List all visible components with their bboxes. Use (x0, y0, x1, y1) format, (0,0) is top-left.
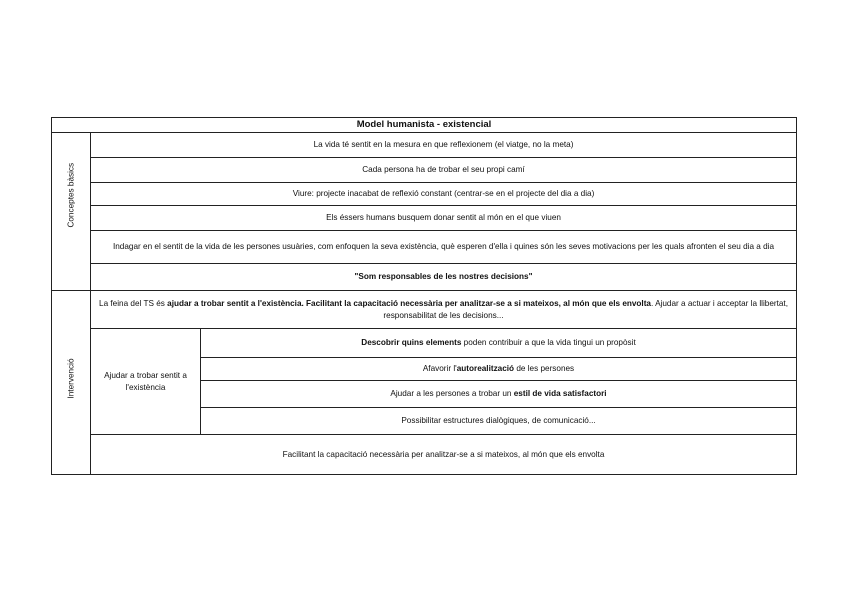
concept-row-quote: "Som responsables de les nostres decisions" (91, 264, 797, 291)
ajudar-label: Ajudar a trobar sentit a l'existència (91, 329, 201, 435)
intervencio-item: Afavorir l'autorealització de les persones (201, 358, 797, 381)
intervencio-intro: La feina del TS és ajudar a trobar sentit a l'existència. Facilitant la capacitació necessària per analitzar-se a si mateixos, al món que els envolta. Ajudar a actuar i acceptar la llibertat, responsabilitat de les decisions... (91, 291, 797, 329)
conceptes-basics-label: Conceptes bàsics (52, 133, 91, 291)
intervencio-item: Possibilitar estructures dialògiques, de comunicació... (201, 408, 797, 435)
concept-row: Indagar en el sentit de la vida de les persones usuàries, com enfoquen la seva existència, què esperen d'ella i quines són les seves motivacions per les quals afronten el seu dia a dia (91, 231, 797, 264)
concept-row: Viure: projecte inacabat de reflexió constant (centrar-se en el projecte del dia a dia) (91, 183, 797, 206)
intervencio-item: Descobrir quins elements poden contribuir a que la vida tingui un propòsit (201, 329, 797, 358)
intervencio-item: Ajudar a les persones a trobar un estil de vida satisfactori (201, 381, 797, 408)
intervencio-label: Intervenció (52, 291, 91, 475)
table-title: Model humanista - existencial (52, 118, 797, 133)
concept-row: Cada persona ha de trobar el seu propi camí (91, 158, 797, 183)
concept-row: La vida té sentit en la mesura en que reflexionem (el viatge, no la meta) (91, 133, 797, 158)
concept-row: Els éssers humans busquem donar sentit al món en el que viuen (91, 206, 797, 231)
intervencio-footer: Facilitant la capacitació necessària per analitzar-se a si mateixos, al món que els envolta (91, 435, 797, 475)
model-table (51, 117, 797, 475)
